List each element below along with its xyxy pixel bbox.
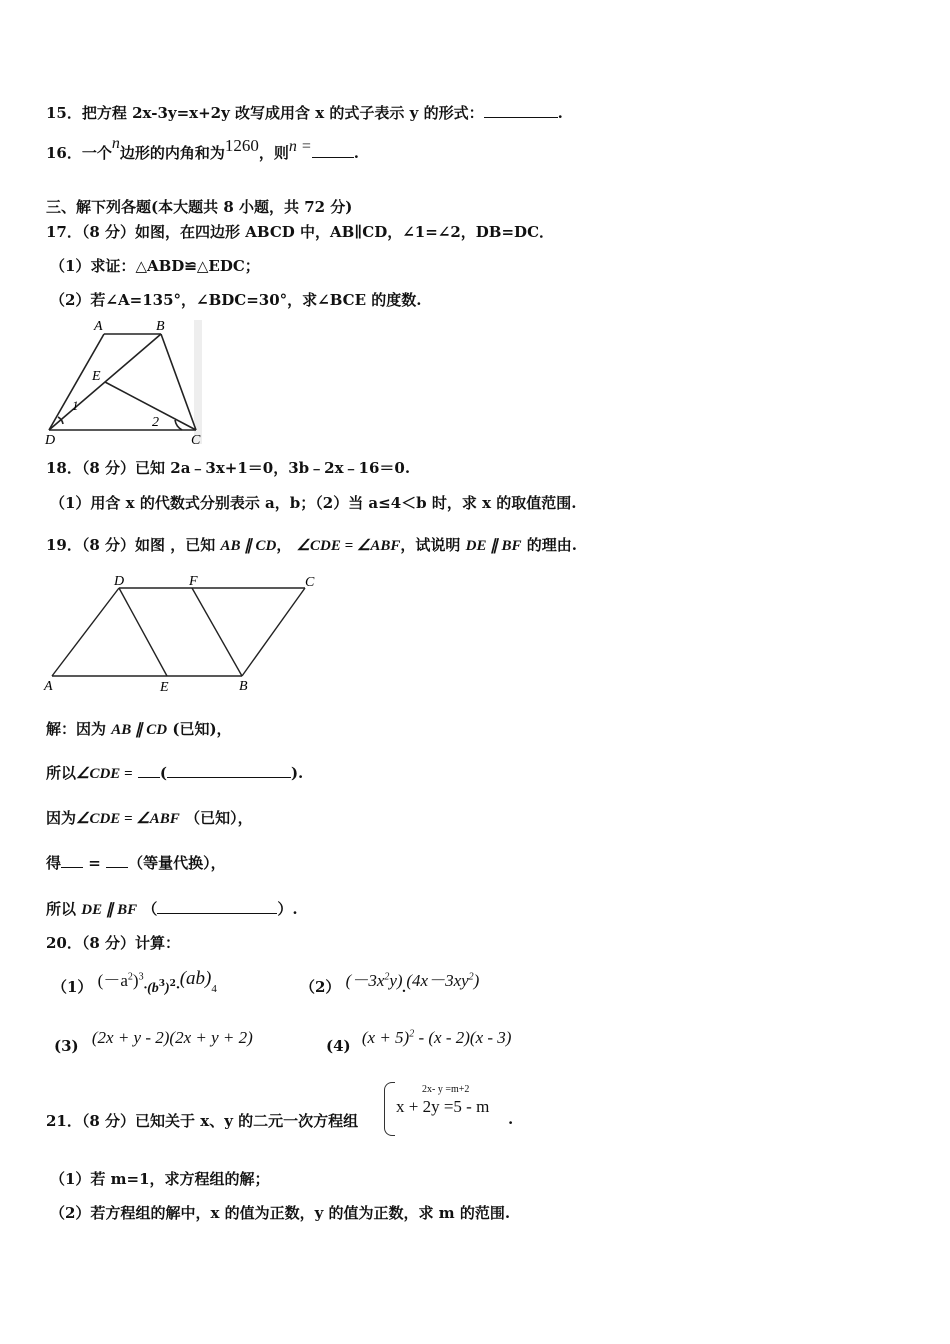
exp-2: 2 [409, 1028, 415, 1040]
q19-de-bf: DE ∥ BF [465, 538, 522, 554]
label-e: E [92, 369, 101, 384]
expr-a: (－a [97, 971, 128, 990]
question-16 [46, 135, 359, 163]
expr-g: 4 [211, 983, 217, 995]
q19-ab-cd: AB ∥ CD [220, 538, 277, 554]
label-d: D [45, 433, 56, 448]
figure-shadow [194, 320, 202, 444]
q16-num: 16．一个 [46, 144, 112, 162]
label-b: B [156, 319, 165, 334]
step5-open-paren: （ [142, 900, 158, 918]
q20-part4 [326, 1028, 512, 1056]
step2-open-paren: ( [159, 764, 167, 782]
q19-cde-abf: ∠CDE = ∠ABF [296, 538, 401, 554]
step2-a: 所以 [46, 764, 77, 782]
exp-3b: 3 [158, 979, 165, 989]
part1-label: （1） [52, 978, 93, 996]
equation-2: x + 2y =5 - m [396, 1097, 490, 1116]
q20-part1 [52, 968, 217, 998]
q21-part1: （1）若 m=1，求方程组的解； [50, 1170, 270, 1188]
q19-step3 [46, 807, 253, 828]
part2-label: （2） [300, 978, 341, 996]
answer-blank[interactable] [484, 104, 558, 118]
part3-expr: (2x + y - 2)(2x + y + 2) [91, 1028, 253, 1047]
segment-fb [192, 588, 242, 676]
q19-stem [46, 534, 577, 555]
q18-parts: （1）用含 x 的代数式分别表示 a，b；（2）当 a≤4＜b 时，求 x 的取值范围. [50, 494, 577, 512]
label-d: D [114, 574, 125, 589]
label-f: F [189, 574, 198, 589]
question-15 [46, 102, 563, 123]
q19-step2 [46, 762, 303, 783]
q18-stem: 18．（8 分）已知 2a﹣3x+1＝0，3b﹣2x﹣16＝0. [46, 459, 411, 477]
reason-blank[interactable] [167, 764, 291, 778]
equation-1: 2x- y =m+2 [422, 1084, 470, 1095]
label-c: C [305, 575, 315, 590]
label-angle-2: 2 [152, 415, 159, 430]
expr-d: ) [165, 981, 170, 996]
segment-bc [242, 588, 305, 676]
q16-n: n [111, 135, 120, 152]
step3-a: 因为 [46, 809, 77, 827]
step3-cde-abf: ∠CDE = ∠ABF [76, 811, 180, 827]
q16-end: . [353, 144, 359, 162]
q19-step5 [46, 898, 298, 919]
step1-b: (已知)， [172, 720, 232, 738]
q16-mid: 边形的内角和为 [119, 144, 225, 162]
expr-a: (－3x [345, 971, 385, 990]
part1-expr [98, 971, 144, 990]
q16-n-equals: n = [288, 138, 312, 155]
step1-ab-cd: AB ∥ CD [111, 722, 168, 738]
q17-figure [44, 316, 214, 448]
part2-expr [346, 971, 403, 990]
q19-stem-a: 19．（8 分）如图 ，已知 [46, 536, 216, 554]
part4-label: (4) [326, 1037, 351, 1055]
expr-e: ) [473, 971, 480, 990]
q19-comma: ， [276, 536, 292, 554]
expr-c: ·(b [143, 981, 159, 996]
expr-b: - (x - 2)(x - 3) [414, 1028, 512, 1047]
label-a: A [94, 319, 103, 334]
segment-ad [52, 588, 119, 676]
q20-stem: 20．（8 分）计算： [46, 934, 181, 952]
step4-a: 得 [46, 854, 62, 872]
q17-part2: （2）若∠A=135°，∠BDC=30°，求∠BCE 的度数. [50, 291, 422, 309]
label-b: B [239, 679, 248, 694]
exp-2: 2 [384, 971, 390, 983]
system-brace [384, 1082, 395, 1136]
q21-part2: （2）若方程组的解中，x 的值为正数，y 的值为正数，求 m 的范围. [50, 1204, 511, 1222]
label-angle-1: 1 [72, 398, 79, 413]
part3-label: (3) [54, 1037, 79, 1055]
q15-end: . [557, 104, 563, 122]
expr-dot: . [402, 980, 407, 996]
step5-a: 所以 [46, 900, 77, 918]
part4-expr [362, 1028, 512, 1047]
q17-stem: 17．（8 分）如图，在四边形 ABCD 中，AB∥CD，∠1=∠2，DB=DC． [46, 223, 555, 241]
expr-b: y) [389, 971, 403, 990]
expr-b: ) [132, 971, 139, 990]
q19-stem-c: 的理由. [526, 536, 577, 554]
label-e: E [160, 680, 169, 695]
step1-a: 解：因为 [46, 720, 107, 738]
q19-stem-b: ，试说明 [400, 536, 461, 554]
q15-text: 15．把方程 2x-3y=x+2y 改写成用含 x 的式子表示 y 的形式： [46, 104, 484, 122]
q17-part1: （1）求证：△ABD≌△EDC； [50, 257, 260, 275]
exp-2b: 2 [169, 979, 176, 989]
step4-equals: = [88, 854, 101, 872]
q19-step1 [46, 718, 232, 739]
segment-de [119, 588, 167, 676]
exp-3: 3 [138, 971, 144, 983]
label-c: C [191, 433, 201, 448]
q16-value: 1260 [224, 136, 259, 155]
q19-figure [42, 570, 332, 698]
q16-then: ，则 [258, 144, 289, 162]
answer-blank[interactable] [61, 854, 83, 868]
q21-stem-text: 21．（8 分）已知关于 x、y 的二元一次方程组 [46, 1112, 359, 1130]
answer-blank[interactable] [106, 854, 128, 868]
step3-b: （已知）， [185, 809, 253, 827]
q21-end: . [508, 1110, 514, 1128]
segment-bc [161, 334, 196, 430]
step4-c: （等量代换）， [128, 854, 226, 872]
expr-d: (4x－3xy [406, 971, 469, 990]
q20-part2 [300, 972, 479, 997]
exp-2: 2 [127, 971, 133, 983]
step5-de-bf: DE ∥ BF [81, 902, 138, 918]
exp-2b: 2 [468, 971, 474, 983]
expr-dot: · [175, 980, 180, 996]
q21-stem [46, 1110, 358, 1131]
answer-blank[interactable] [138, 764, 160, 778]
expr-a: (x + 5) [361, 1028, 410, 1047]
section-heading: 三、解下列各题(本大题共 8 小题，共 72 分) [46, 198, 353, 216]
q19-step4 [46, 852, 226, 873]
reason-blank[interactable] [157, 900, 277, 914]
answer-blank[interactable] [312, 144, 354, 158]
label-a: A [44, 679, 53, 694]
step2-cde: ∠CDE = [76, 766, 133, 782]
expr-f: (ab) [179, 968, 212, 989]
step5-close-paren: ）. [277, 900, 298, 918]
q20-part3 [54, 1028, 253, 1056]
segment-ec [105, 382, 196, 430]
step2-close-paren: ). [290, 764, 304, 782]
part2-expr-b [406, 971, 479, 990]
